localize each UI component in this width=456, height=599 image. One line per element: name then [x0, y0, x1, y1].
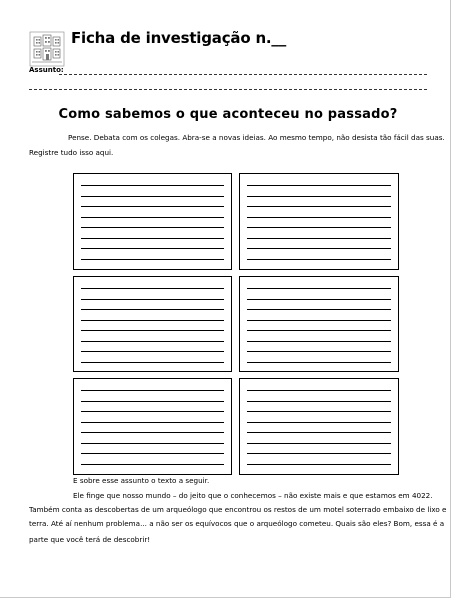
writing-line[interactable] [247, 341, 391, 342]
writing-line[interactable] [81, 464, 224, 465]
notes-box-3[interactable] [73, 276, 232, 372]
writing-line[interactable] [81, 238, 224, 239]
writing-line[interactable] [81, 185, 224, 186]
writing-line[interactable] [247, 248, 391, 249]
story-line-3: terra. Até aí nenhum problema... a não ser os equívocos que o arqueólogo cometeu. Quais são eles? Bom, essa é a [29, 519, 445, 528]
writing-line[interactable] [247, 401, 391, 402]
writing-line[interactable] [81, 299, 224, 300]
writing-line[interactable] [81, 422, 224, 423]
writing-line[interactable] [81, 288, 224, 289]
writing-line[interactable] [247, 411, 391, 412]
writing-line[interactable] [247, 238, 391, 239]
text-intro-line: E sobre esse assunto o texto a seguir. [73, 476, 210, 485]
writing-line[interactable] [247, 309, 391, 310]
writing-line[interactable] [247, 288, 391, 289]
writing-line[interactable] [247, 362, 391, 363]
writing-line[interactable] [247, 320, 391, 321]
writing-line[interactable] [247, 196, 391, 197]
writing-line[interactable] [247, 453, 391, 454]
notes-box-5[interactable] [73, 378, 232, 475]
writing-line[interactable] [81, 401, 224, 402]
intro-line-1: Pense. Debata com os colegas. Abra-se a novas ideias. Ao mesmo tempo, não desista tão fácil das suas. [68, 133, 445, 142]
writing-line[interactable] [81, 411, 224, 412]
writing-line[interactable] [247, 432, 391, 433]
writing-line[interactable] [81, 362, 224, 363]
notes-box-4[interactable] [239, 276, 399, 372]
intro-line-2: Registre tudo isso aqui. [29, 148, 114, 157]
writing-line[interactable] [81, 341, 224, 342]
writing-line[interactable] [81, 453, 224, 454]
story-line-2: Também conta as descobertas de um arqueólogo que encontrou os restos de um motel soterrado embaixo de lixo e [29, 505, 447, 514]
writing-line[interactable] [247, 422, 391, 423]
writing-line[interactable] [247, 390, 391, 391]
writing-line[interactable] [81, 259, 224, 260]
school-building-logo-icon [29, 31, 65, 67]
notes-box-2[interactable] [239, 173, 399, 270]
writing-line[interactable] [81, 320, 224, 321]
writing-line[interactable] [81, 390, 224, 391]
writing-line[interactable] [247, 206, 391, 207]
notes-box-1[interactable] [73, 173, 232, 270]
writing-line[interactable] [247, 351, 391, 352]
writing-line[interactable] [247, 299, 391, 300]
writing-line[interactable] [247, 217, 391, 218]
writing-line[interactable] [247, 464, 391, 465]
subject-line-2[interactable] [29, 89, 427, 90]
writing-line[interactable] [81, 227, 224, 228]
writing-line[interactable] [81, 248, 224, 249]
writing-line[interactable] [81, 196, 224, 197]
page-heading: Como sabemos o que aconteceu no passado? [58, 107, 398, 122]
writing-line[interactable] [247, 259, 391, 260]
story-line-4: parte que você terá de descobrir! [29, 535, 151, 544]
worksheet-title: Ficha de investigação n.__ [71, 29, 287, 47]
subject-line[interactable] [59, 74, 427, 75]
writing-line[interactable] [247, 330, 391, 331]
writing-line[interactable] [81, 309, 224, 310]
writing-line[interactable] [81, 432, 224, 433]
writing-line[interactable] [81, 206, 224, 207]
story-line-1: Ele finge que nosso mundo – do jeito que o conhecemos – não existe mais e que estamos em 4022. [73, 491, 433, 500]
subject-label: Assunto: [29, 66, 64, 74]
writing-line[interactable] [81, 443, 224, 444]
notes-box-6[interactable] [239, 378, 399, 475]
writing-line[interactable] [81, 330, 224, 331]
writing-line[interactable] [247, 227, 391, 228]
writing-line[interactable] [81, 217, 224, 218]
writing-line[interactable] [247, 443, 391, 444]
writing-line[interactable] [81, 351, 224, 352]
writing-line[interactable] [247, 185, 391, 186]
